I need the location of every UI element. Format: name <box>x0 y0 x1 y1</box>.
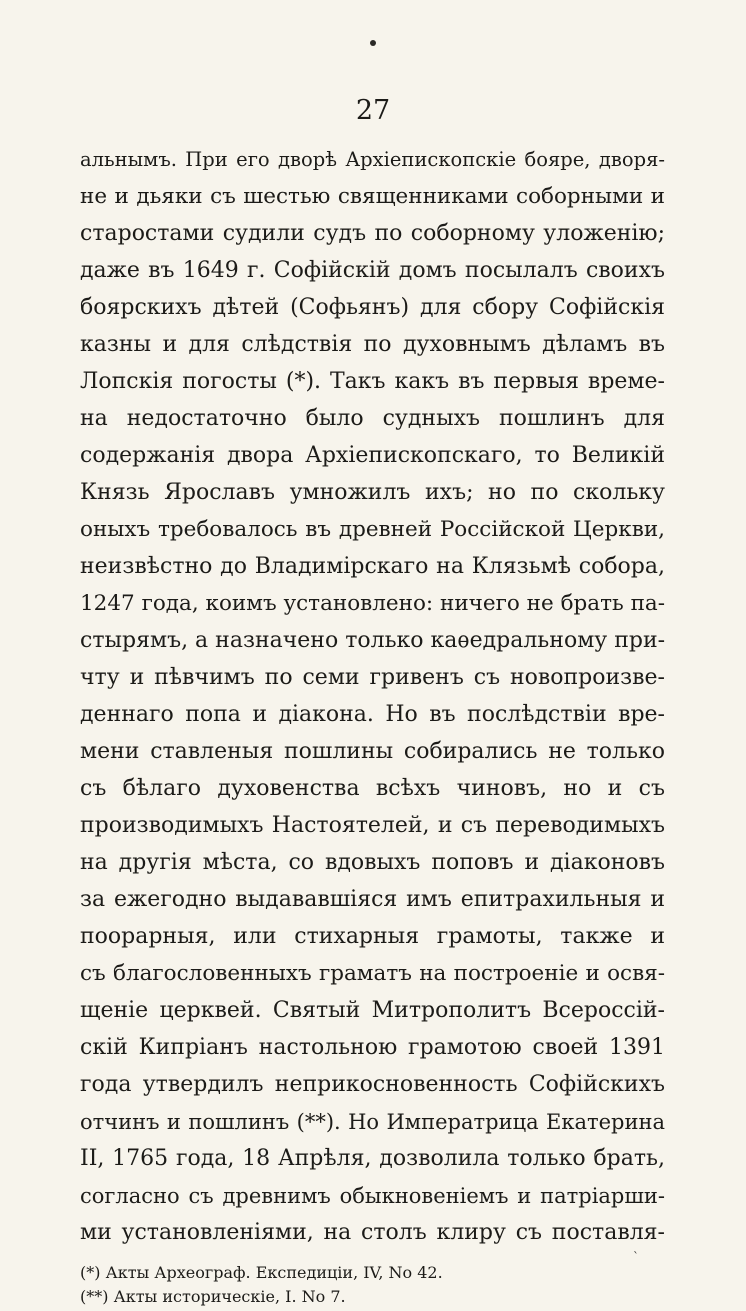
text-line: 1247 года, коимъ установлено: ничего не брать па- <box>80 591 665 616</box>
text-line: не и дьяки съ шестью священниками соборными и <box>80 184 665 209</box>
text-line: отчинъ и пошлинъ (**). Но Императрица Екатерина <box>80 1110 665 1134</box>
printer-dot-mark <box>370 40 376 46</box>
text-line: содержанія двора Архіепископскаго, то Великій <box>80 443 665 468</box>
text-line: на недостаточно было судныхъ пошлинъ для <box>80 406 665 431</box>
text-line: ми установленіями, на столъ клиру съ поставля- <box>80 1220 665 1245</box>
page-number: 27 <box>355 95 391 126</box>
text-line: щеніе церквей. Святый Митрополитъ Всероссій- <box>80 998 665 1023</box>
catchword-mark: ˋ <box>633 1250 639 1264</box>
text-line: съ благословенныхъ граматъ на построеніе и освя- <box>80 961 665 986</box>
text-line: производимыхъ Настоятелей, и съ переводимыхъ <box>80 813 665 838</box>
text-line: II, 1765 года, 18 Апрѣля, дозволила только брать, <box>80 1146 665 1171</box>
text-line: съ бѣлаго духовенства всѣхъ чиновъ, но и съ <box>80 776 665 801</box>
text-line: мени ставленыя пошлины собирались не только <box>80 739 665 764</box>
text-line: на другія мѣста, со вдовыхъ поповъ и діаконовъ <box>80 850 665 875</box>
text-line: Князь Ярославъ умножилъ ихъ; но по скольку <box>80 480 665 505</box>
text-line: скій Кипріанъ настольною грамотою своей 1391 <box>80 1035 665 1060</box>
text-line: боярскихъ дѣтей (Софьянъ) для сбору Софійскія <box>80 295 665 320</box>
text-line: оныхъ требовалось въ древней Россійской Церкви, <box>80 517 665 542</box>
footnote-2: (**) Акты историческіе, I. No 7. <box>80 1287 346 1306</box>
text-line: стырямъ, а назначено только каѳедральному при- <box>80 628 665 653</box>
footnote-1: (*) Акты Археограф. Експедиціи, IV, No 42. <box>80 1263 443 1282</box>
text-line: неизвѣстно до Владимірскаго на Клязьмѣ собора, <box>80 554 665 579</box>
text-line: поорарныя, или стихарныя грамоты, также и <box>80 924 665 949</box>
text-line: Лопскія погосты (*). Такъ какъ въ первыя време- <box>80 369 665 394</box>
text-line: года утвердилъ неприкосновенность Софійскихъ <box>80 1072 665 1097</box>
text-line: старостами судили судъ по соборному уложенію; <box>80 221 665 246</box>
text-line: казны и для слѣдствія по духовнымъ дѣламъ въ <box>80 332 665 357</box>
text-line: за ежегодно выдававшіяся имъ епитрахильныя и <box>80 887 665 912</box>
text-line: согласно съ древнимъ обыкновеніемъ и патріарши- <box>80 1184 665 1208</box>
text-line: деннаго попа и діакона. Но въ послѣдствіи вре- <box>80 702 665 727</box>
text-line: альнымъ. При его дворѣ Архіепископскіе бояре, дворя- <box>80 148 665 171</box>
text-line: чту и пѣвчимъ по семи гривенъ съ новопроизве- <box>80 665 665 690</box>
text-line: даже въ 1649 г. Софійскій домъ посылалъ своихъ <box>80 258 665 283</box>
